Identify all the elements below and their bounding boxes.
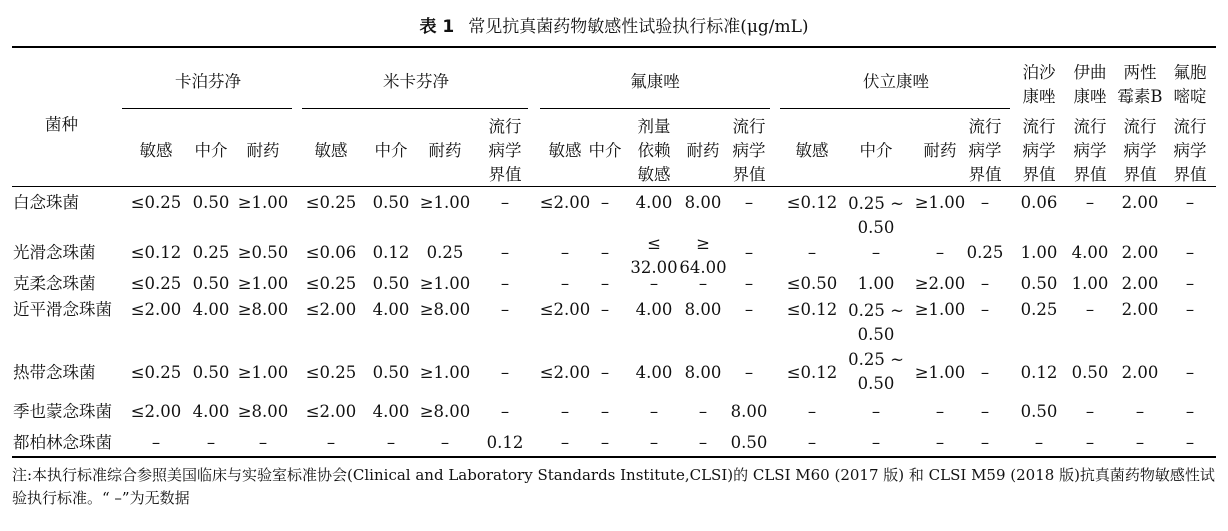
table-cell: – <box>980 193 990 212</box>
subheader-sdd: 依赖 <box>637 141 671 160</box>
table-cell: ≤2.00 <box>130 300 182 319</box>
group-underline <box>302 108 528 109</box>
table-cell: – <box>698 274 708 293</box>
table-cell: ≤0.25 <box>130 274 182 293</box>
subheader-resistant: 耐药 <box>428 141 462 160</box>
table-cell: ≤0.50 <box>786 274 838 293</box>
table-cell: – <box>326 433 336 452</box>
table-cell: 0.25 <box>1020 300 1058 319</box>
subheader-sdd: 敏感 <box>637 165 671 184</box>
table-cell: 1.00 <box>857 274 895 293</box>
table-rule <box>12 456 1216 458</box>
table-cell: – <box>980 300 990 319</box>
subheader-ecv: 界值 <box>1073 165 1107 184</box>
table-cell: 8.00 <box>684 300 722 319</box>
table-cell: – <box>1135 402 1145 421</box>
table-cell: ≤0.12 <box>786 363 838 382</box>
species-name: 光滑念珠菌 <box>13 243 96 262</box>
table-cell: – <box>807 433 817 452</box>
table-cell: 0.25 <box>966 243 1004 262</box>
table-cell: 0.50 <box>372 274 410 293</box>
drug-heading: 康唑 <box>1073 87 1107 106</box>
species-name: 克柔念珠菌 <box>13 274 96 293</box>
drug-group-heading: 氟康唑 <box>630 72 680 91</box>
table-cell: – <box>807 243 817 262</box>
table-cell: – <box>258 433 268 452</box>
table-cell: 4.00 <box>372 402 410 421</box>
species-name: 热带念珠菌 <box>13 363 96 382</box>
subheader-intermediate: 中介 <box>588 141 622 160</box>
drug-heading: 两性 <box>1123 63 1157 82</box>
table-cell: 0.50 <box>1020 274 1058 293</box>
table-cell: – <box>500 363 510 382</box>
table-cell: 2.00 <box>1121 274 1159 293</box>
table-cell: 0.25 <box>426 243 464 262</box>
table-label: 表 1 <box>419 17 455 37</box>
table-cell: – <box>386 433 396 452</box>
table-cell: – <box>1085 402 1095 421</box>
table-cell: – <box>560 402 570 421</box>
subheader-ecv: 界值 <box>1022 165 1056 184</box>
table-cell: 0.25 <box>192 243 230 262</box>
table-cell: – <box>935 243 945 262</box>
subheader-ecv: 病学 <box>488 141 522 160</box>
table-cell: ≤2.00 <box>539 300 591 319</box>
table-cell: ≥ 64.00 <box>679 234 727 277</box>
table-cell: – <box>1185 274 1195 293</box>
table-cell: ≤0.25 <box>305 193 357 212</box>
table-cell: 0.25 ~ 0.50 <box>848 301 904 344</box>
table-cell: ≥8.00 <box>237 300 289 319</box>
drug-heading: 嘧啶 <box>1173 87 1207 106</box>
subheader-sensitive: 敏感 <box>795 141 829 160</box>
table-cell: 0.50 <box>192 363 230 382</box>
group-underline <box>780 108 1010 109</box>
species-name: 近平滑念珠菌 <box>13 300 112 319</box>
table-cell: – <box>1085 193 1095 212</box>
subheader-ecv: 界值 <box>1123 165 1157 184</box>
drug-group-heading: 卡泊芬净 <box>175 72 241 91</box>
table-cell: – <box>500 402 510 421</box>
table-cell: ≤0.25 <box>305 363 357 382</box>
table-cell: ≤ 32.00 <box>630 234 678 277</box>
table-cell: – <box>1185 300 1195 319</box>
table-rule <box>12 186 1216 187</box>
table-cell: – <box>744 193 754 212</box>
table-cell: – <box>871 402 881 421</box>
table-cell: 0.25 ~ 0.50 <box>848 194 904 237</box>
table-cell: – <box>440 433 450 452</box>
table-cell: – <box>744 243 754 262</box>
subheader-ecv: 病学 <box>1073 141 1107 160</box>
table-cell: 4.00 <box>1071 243 1109 262</box>
table-cell: 4.00 <box>635 300 673 319</box>
table-cell: ≥1.00 <box>237 274 289 293</box>
group-underline <box>122 108 292 109</box>
table-cell: – <box>649 274 659 293</box>
drug-heading: 康唑 <box>1022 87 1056 106</box>
subheader-ecv: 流行 <box>488 117 522 136</box>
subheader-ecv: 流行 <box>968 117 1002 136</box>
table-cell: – <box>1185 363 1195 382</box>
subheader-sensitive: 敏感 <box>139 141 173 160</box>
table-cell: – <box>600 274 610 293</box>
table-cell: – <box>560 243 570 262</box>
table-cell: ≤0.12 <box>130 243 182 262</box>
subheader-ecv: 流行 <box>1123 117 1157 136</box>
table-cell: – <box>500 274 510 293</box>
table-cell: – <box>980 363 990 382</box>
table-cell: – <box>560 274 570 293</box>
table-cell: – <box>698 433 708 452</box>
table-cell: 0.50 <box>730 433 768 452</box>
table-cell: ≥8.00 <box>237 402 289 421</box>
table-cell: ≥1.00 <box>419 363 471 382</box>
table-cell: – <box>744 363 754 382</box>
subheader-intermediate: 中介 <box>194 141 228 160</box>
table-cell: ≥8.00 <box>419 300 471 319</box>
subheader-sensitive: 敏感 <box>548 141 582 160</box>
table-cell: ≥1.00 <box>914 193 966 212</box>
subheader-ecv: 流行 <box>1022 117 1056 136</box>
table-cell: 0.12 <box>486 433 524 452</box>
species-name: 白念珠菌 <box>13 193 79 212</box>
table-cell: 0.50 <box>1071 363 1109 382</box>
subheader-ecv: 界值 <box>1173 165 1207 184</box>
table-footnote: 注:本执行标准综合参照美国临床与实验室标准协会(Clinical and Laboratory Standards Institute,CLSI)的 CLSI M60 (2017 版) 和 CLSI M59 (2018 版)抗真菌药物敏感性试验执行标准。“ –”为无数据 <box>12 466 1215 507</box>
table-cell: – <box>980 402 990 421</box>
table-cell: – <box>935 433 945 452</box>
table-cell: 4.00 <box>635 193 673 212</box>
table-cell: ≤2.00 <box>305 300 357 319</box>
drug-group-heading: 伏立康唑 <box>863 72 929 91</box>
table-cell: ≥2.00 <box>914 274 966 293</box>
subheader-ecv: 界值 <box>488 165 522 184</box>
subheader-intermediate: 中介 <box>374 141 408 160</box>
table-cell: – <box>1135 433 1145 452</box>
table-cell: – <box>1085 300 1095 319</box>
table-cell: 4.00 <box>372 300 410 319</box>
subheader-ecv: 病学 <box>1123 141 1157 160</box>
header-species: 菌种 <box>45 115 78 134</box>
subheader-ecv: 流行 <box>1073 117 1107 136</box>
table-cell: – <box>1185 193 1195 212</box>
table-cell: – <box>500 243 510 262</box>
table-cell: ≤0.12 <box>786 193 838 212</box>
table-cell: – <box>600 402 610 421</box>
table-cell: 4.00 <box>635 363 673 382</box>
table-cell: 2.00 <box>1121 243 1159 262</box>
table-title <box>0 16 1228 38</box>
table-cell: – <box>980 433 990 452</box>
table-cell: 2.00 <box>1121 193 1159 212</box>
subheader-ecv: 流行 <box>732 117 766 136</box>
species-name: 都柏林念珠菌 <box>13 433 112 452</box>
table-rule <box>12 46 1216 48</box>
table-cell: – <box>744 274 754 293</box>
table-cell: – <box>1185 433 1195 452</box>
table-cell: ≥1.00 <box>237 363 289 382</box>
subheader-ecv: 病学 <box>1173 141 1207 160</box>
table-cell: – <box>980 274 990 293</box>
table-cell: – <box>1185 243 1195 262</box>
table-cell: – <box>600 433 610 452</box>
table-cell: ≥1.00 <box>914 300 966 319</box>
table-cell: – <box>744 300 754 319</box>
table-cell: ≥1.00 <box>419 193 471 212</box>
subheader-ecv: 界值 <box>732 165 766 184</box>
table-cell: 8.00 <box>730 402 768 421</box>
table-cell: 1.00 <box>1071 274 1109 293</box>
subheader-resistant: 耐药 <box>246 141 280 160</box>
table-cell: – <box>560 433 570 452</box>
table-cell: – <box>1085 433 1095 452</box>
drug-group-heading: 米卡芬净 <box>383 72 449 91</box>
table-cell: 0.12 <box>1020 363 1058 382</box>
table-cell: – <box>600 363 610 382</box>
table-cell: – <box>600 193 610 212</box>
subheader-ecv: 流行 <box>1173 117 1207 136</box>
table-cell: – <box>649 433 659 452</box>
table-cell: ≥0.50 <box>237 243 289 262</box>
table-cell: ≤2.00 <box>305 402 357 421</box>
table-cell: 0.50 <box>1020 402 1058 421</box>
subheader-resistant: 耐药 <box>923 141 957 160</box>
subheader-ecv: 界值 <box>968 165 1002 184</box>
table-cell: ≤0.06 <box>305 243 357 262</box>
table-cell: 0.50 <box>192 193 230 212</box>
table-cell: – <box>1034 433 1044 452</box>
table-cell: ≥1.00 <box>237 193 289 212</box>
table-cell: – <box>871 433 881 452</box>
table-cell: 4.00 <box>192 300 230 319</box>
table-cell: – <box>807 402 817 421</box>
table-cell: ≥8.00 <box>419 402 471 421</box>
table-cell: ≤0.12 <box>786 300 838 319</box>
table-cell: ≤2.00 <box>539 193 591 212</box>
table-cell: 4.00 <box>192 402 230 421</box>
table-cell: ≤2.00 <box>130 402 182 421</box>
drug-heading: 霉素B <box>1117 87 1163 106</box>
subheader-intermediate: 中介 <box>859 141 893 160</box>
table-cell: – <box>600 300 610 319</box>
table-cell: 2.00 <box>1121 300 1159 319</box>
table-cell: 8.00 <box>684 193 722 212</box>
table-caption: 常见抗真菌药物敏感性试验执行标准(μg/mL) <box>468 17 809 37</box>
drug-heading: 氟胞 <box>1173 63 1207 82</box>
table-cell: 0.25 ~ 0.50 <box>848 350 904 393</box>
table-cell: – <box>698 402 708 421</box>
table-cell: 8.00 <box>684 363 722 382</box>
subheader-ecv: 病学 <box>732 141 766 160</box>
table-cell: 1.00 <box>1020 243 1058 262</box>
table-cell: – <box>500 300 510 319</box>
table-cell: – <box>649 402 659 421</box>
subheader-ecv: 病学 <box>968 141 1002 160</box>
table-cell: ≤0.25 <box>130 193 182 212</box>
table-cell: ≤0.25 <box>130 363 182 382</box>
species-name: 季也蒙念珠菌 <box>13 402 112 421</box>
subheader-sdd: 剂量 <box>637 117 671 136</box>
drug-heading: 伊曲 <box>1073 63 1107 82</box>
table-cell: – <box>500 193 510 212</box>
subheader-sensitive: 敏感 <box>314 141 348 160</box>
table-cell: ≤0.25 <box>305 274 357 293</box>
table-cell: 0.06 <box>1020 193 1058 212</box>
subheader-ecv: 病学 <box>1022 141 1056 160</box>
group-underline <box>540 108 770 109</box>
table-cell: – <box>600 243 610 262</box>
table-cell: – <box>935 402 945 421</box>
table-cell: ≥1.00 <box>419 274 471 293</box>
table-cell: ≥1.00 <box>914 363 966 382</box>
table-cell: 0.50 <box>372 193 410 212</box>
table-cell: – <box>871 243 881 262</box>
table-cell: – <box>151 433 161 452</box>
table-cell: 0.12 <box>372 243 410 262</box>
table-cell: 0.50 <box>192 274 230 293</box>
subheader-resistant: 耐药 <box>686 141 720 160</box>
table-cell: 0.50 <box>372 363 410 382</box>
drug-heading: 泊沙 <box>1022 63 1056 82</box>
table-cell: – <box>206 433 216 452</box>
table-cell: – <box>1185 402 1195 421</box>
table-cell: ≤2.00 <box>539 363 591 382</box>
table-cell: 2.00 <box>1121 363 1159 382</box>
